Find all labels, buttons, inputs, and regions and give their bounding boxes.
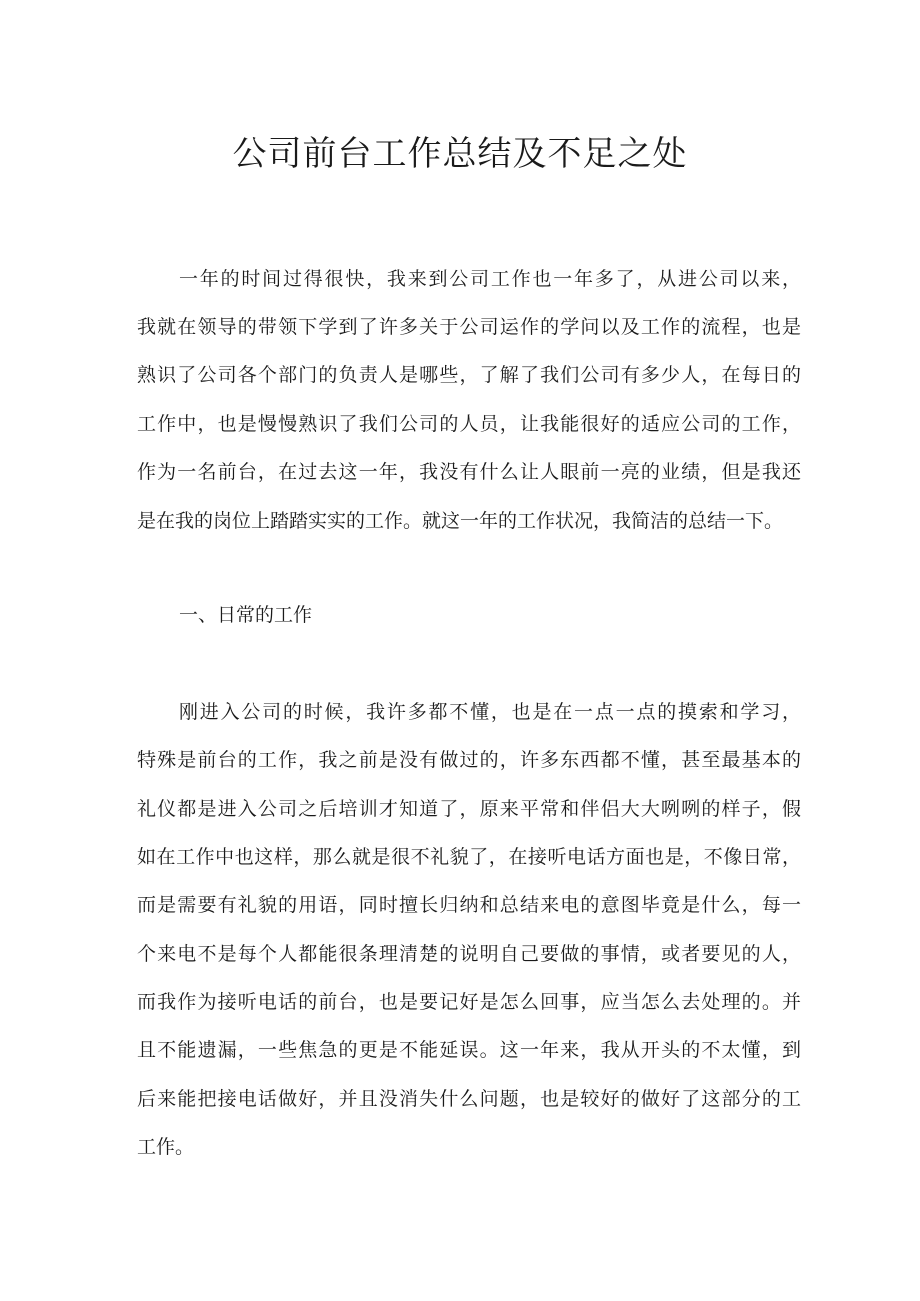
paragraph-line: 特殊是前台的工作，我之前是没有做过的，许多东西都不懂，甚至最基本的	[137, 749, 801, 771]
paragraph-line: 一年的时间过得很快，我来到公司工作也一年多了，从进公司以来，	[179, 268, 801, 290]
document-title: 公司前台工作总结及不足之处	[232, 134, 688, 174]
paragraph-line: 如在工作中也这样，那么就是很不礼貌了，在接听电话方面也是，不像日常，	[137, 846, 801, 868]
paragraph-line: 工作中，也是慢慢熟识了我们公司的人员，让我能很好的适应公司的工作，	[137, 413, 801, 435]
paragraph-line: 礼仪都是进入公司之后培训才知道了，原来平常和伴侣大大咧咧的样子，假	[137, 798, 801, 820]
paragraph-line: 我就在领导的带领下学到了许多关于公司运作的学问以及工作的流程，也是	[137, 316, 801, 338]
paragraph-line: 后来能把接电话做好，并且没消失什么问题，也是较好的做好了这部分的工	[137, 1088, 801, 1110]
paragraph-line: 个来电不是每个人都能很条理清楚的说明自己要做的事情，或者要见的人，	[137, 943, 801, 965]
paragraph-line: 且不能遗漏，一些焦急的更是不能延误。这一年来，我从开头的不太懂，到	[137, 1039, 801, 1061]
paragraph-line: 工作。	[137, 1136, 195, 1158]
paragraph-line: 而是需要有礼貌的用语，同时擅长归纳和总结来电的意图毕竟是什么，每一	[137, 894, 801, 916]
section-heading-daily-work: 一、日常的工作	[179, 604, 313, 626]
paragraph-line: 作为一名前台，在过去这一年，我没有什么让人眼前一亮的业绩，但是我还	[137, 461, 801, 483]
paragraph-line: 刚进入公司的时候，我许多都不懂，也是在一点一点的摸索和学习，	[179, 701, 801, 723]
paragraph-line: 熟识了公司各个部门的负责人是哪些，了解了我们公司有多少人，在每日的	[137, 364, 801, 386]
paragraph-line: 而我作为接听电话的前台，也是要记好是怎么回事，应当怎么去处理的。并	[137, 991, 801, 1013]
paragraph-line: 是在我的岗位上踏踏实实的工作。就这一年的工作状况，我简洁的总结一下。	[137, 510, 784, 532]
